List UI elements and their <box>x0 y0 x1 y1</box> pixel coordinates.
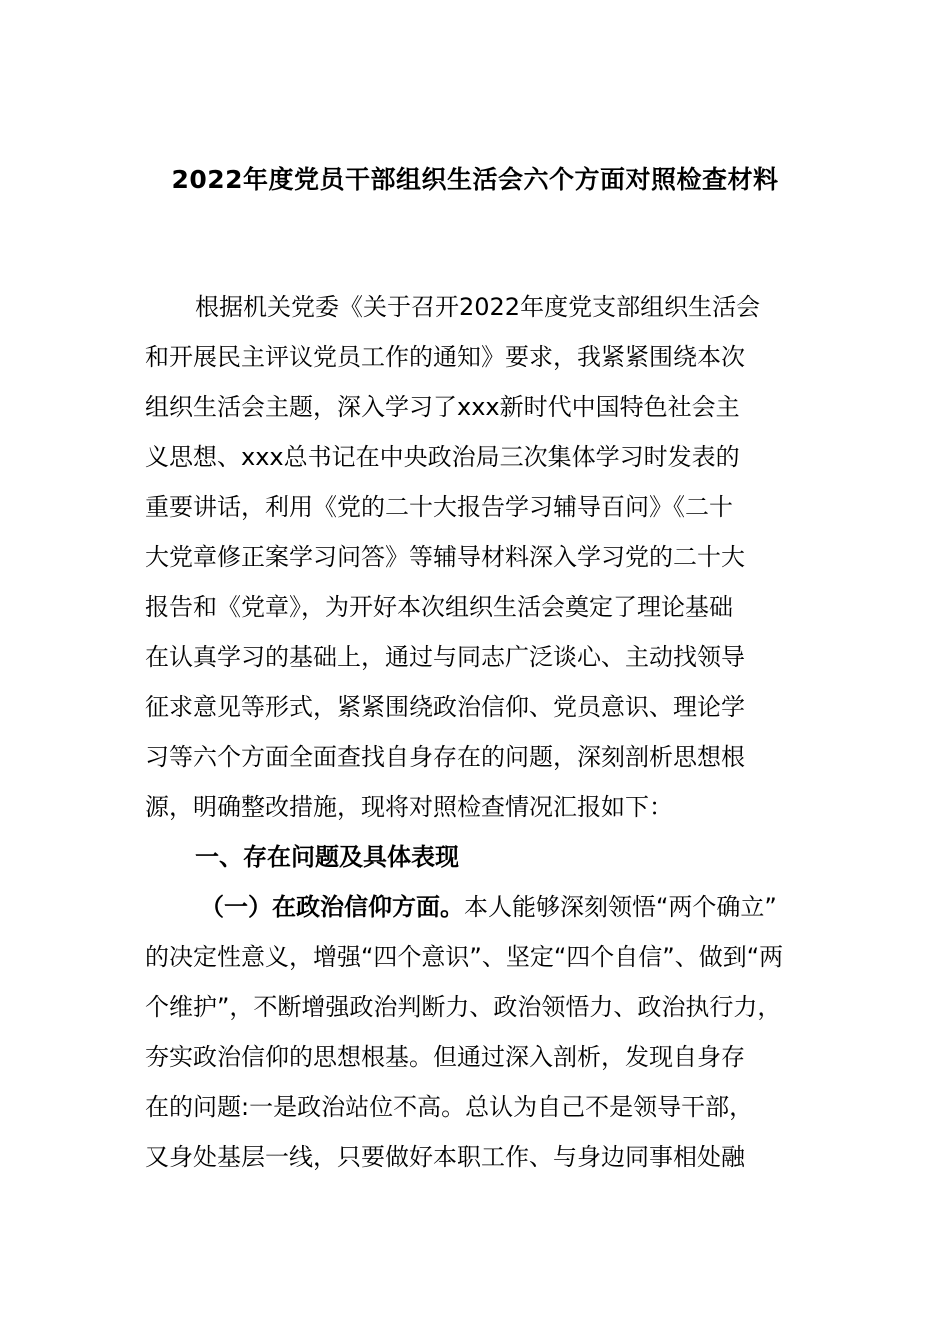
subsection-line: 又身处基层一线，只要做好本职工作、与身边同事相处融 <box>145 1143 745 1171</box>
section-heading: 一、存在问题及具体表现 <box>195 843 459 871</box>
paragraph-line: 大党章修正案学习问答》等辅导材料深入学习党的二十大 <box>145 543 745 571</box>
paragraph-line: 源，明确整改措施，现将对照检查情况汇报如下： <box>145 793 673 821</box>
subsection-line: 在的问题:一是政治站位不高。总认为自己不是领导干部， <box>145 1093 754 1121</box>
paragraph-line: 义思想、xxx总书记在中央政治局三次集体学习时发表的 <box>145 443 740 471</box>
subsection-label: （一）在政治信仰方面。 <box>200 893 464 921</box>
paragraph-line: 在认真学习的基础上，通过与同志广泛谈心、主动找领导 <box>145 643 745 671</box>
paragraph-line: 和开展民主评议党员工作的通知》要求，我紧紧围绕本次 <box>145 343 745 371</box>
document-title: 2022年度党员干部组织生活会六个方面对照检查材料 <box>171 165 779 194</box>
subsection-line: 个维护”，不断增强政治判断力、政治领悟力、政治执行力， <box>145 993 782 1021</box>
paragraph-line: 习等六个方面全面查找自身存在的问题，深刻剖析思想根 <box>145 743 745 771</box>
paragraph-line: 根据机关党委《关于召开2022年度党支部组织生活会 <box>195 293 761 321</box>
subsection-first-line <box>145 882 825 932</box>
subsection-line: 的决定性意义，增强“四个意识”、坚定“四个自信”、做到“两 <box>145 943 784 971</box>
paragraph-line: 报告和《党章》，为开好本次组织生活会奠定了理论基础 <box>145 593 733 621</box>
subsection-line: 夯实政治信仰的思想根基。但通过深入剖析，发现自身存 <box>145 1043 745 1071</box>
paragraph-line: 重要讲话，利用《党的二十大报告学习辅导百问》《二十 <box>145 493 733 521</box>
paragraph-line: 征求意见等形式，紧紧围绕政治信仰、党员意识、理论学 <box>145 693 745 721</box>
subsection-first-line-text: 本人能够深刻领悟“两个确立” <box>464 893 777 921</box>
document-body <box>145 282 825 1182</box>
paragraph-line: 组织生活会主题，深入学习了xxx新时代中国特色社会主 <box>145 393 740 421</box>
